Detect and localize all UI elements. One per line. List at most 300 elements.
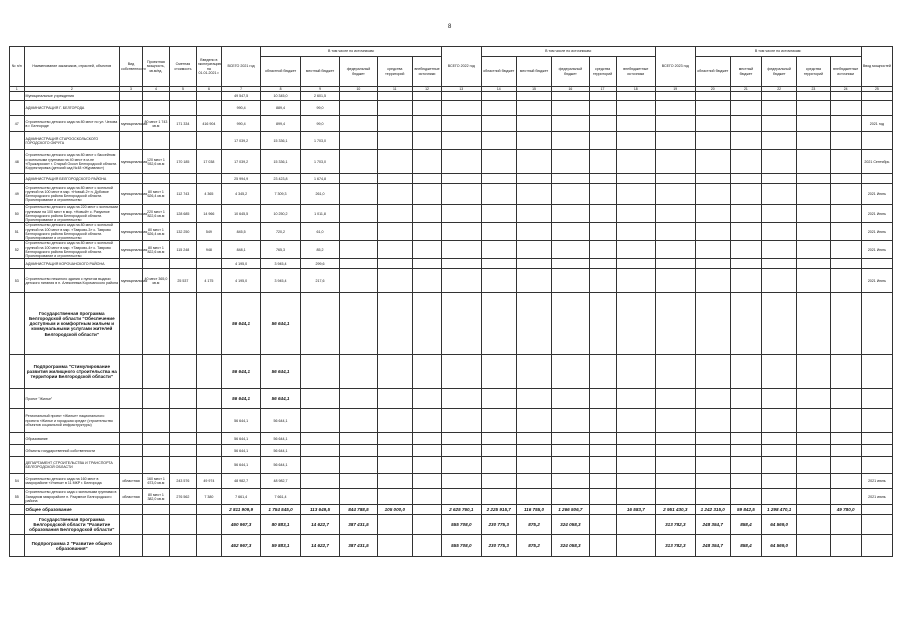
- table-cell: [861, 293, 892, 355]
- table-cell: 299,6: [300, 259, 339, 269]
- table-cell: 2021 Июнь: [861, 223, 892, 241]
- table-cell: [830, 457, 861, 474]
- table-cell: [516, 132, 551, 150]
- table-cell: 132 250: [169, 223, 196, 241]
- row-name-cell: Государственная программа Белгородской области "Развитие образования Белгородской области": [24, 515, 120, 535]
- table-cell: [797, 433, 830, 445]
- table-cell: 324 058,3: [552, 535, 589, 557]
- table-cell: [552, 355, 589, 389]
- row-name-cell: Строительство детского сада на 80 мест с бассейном и ясельными группами на 40 мест в м-не «Пушкарская» г. Старый Оскол Белгородской области. Корректировка (детский сад №48 «Журавлик»): [24, 150, 120, 174]
- table-cell: [695, 293, 730, 355]
- table-cell: 99,0: [300, 116, 339, 132]
- table-cell: [377, 489, 412, 505]
- table-cell: [442, 92, 481, 101]
- table-cell: [516, 489, 551, 505]
- table-cell: [589, 535, 616, 557]
- table-cell: [656, 293, 695, 355]
- table-cell: [695, 101, 730, 116]
- table-cell: [861, 259, 892, 269]
- table-cell: [481, 489, 516, 505]
- table-cell: [169, 433, 196, 445]
- table-cell: [300, 389, 339, 409]
- table-cell: [120, 355, 143, 389]
- table-cell: [142, 515, 169, 535]
- row-name-cell: Муниципальные учреждения: [24, 92, 120, 101]
- table-cell: [196, 259, 221, 269]
- table-cell: [830, 205, 861, 223]
- table-cell: [730, 241, 761, 259]
- table-cell: 59 883,1: [261, 535, 300, 557]
- table-cell: [377, 259, 412, 269]
- table-cell: 120 мест 1 932,6 кв.м: [142, 150, 169, 174]
- table-cell: [656, 409, 695, 433]
- page-number: 8: [448, 24, 452, 30]
- table-cell: [340, 205, 377, 223]
- table-cell: 47: [10, 116, 25, 132]
- table-cell: [616, 409, 656, 433]
- table-cell: [412, 457, 441, 474]
- table-cell: [695, 409, 730, 433]
- col-header: Наименование заказчиков, отраслей, объектов: [24, 47, 120, 87]
- table-cell: [552, 293, 589, 355]
- table-cell: [552, 433, 589, 445]
- table-cell: [481, 293, 516, 355]
- table-cell: [589, 505, 616, 515]
- row-name-cell: Объекты государственной собственности: [24, 445, 120, 457]
- table-cell: [616, 535, 656, 557]
- table-cell: 17 039,2: [221, 132, 260, 150]
- table-cell: [300, 433, 339, 445]
- table-cell: [516, 223, 551, 241]
- table-cell: [797, 535, 830, 557]
- table-cell: [656, 116, 695, 132]
- table-cell: 7 661,4: [221, 489, 260, 505]
- table-cell: [730, 489, 761, 505]
- table-cell: [656, 150, 695, 174]
- table-cell: 4 195,0: [221, 259, 260, 269]
- col-number: 3: [120, 87, 143, 92]
- table-cell: [481, 409, 516, 433]
- table-cell: [830, 293, 861, 355]
- table-cell: [481, 433, 516, 445]
- col-number: 10: [340, 87, 377, 92]
- table-cell: [730, 259, 761, 269]
- table-cell: [377, 433, 412, 445]
- table-cell: [797, 409, 830, 433]
- table-cell: [142, 293, 169, 355]
- table-cell: [762, 457, 797, 474]
- table-cell: [10, 92, 25, 101]
- table-cell: 80 мест 1 626,4 кв.м: [142, 184, 169, 205]
- col-number: 19: [656, 87, 695, 92]
- table-cell: [300, 489, 339, 505]
- table-cell: [481, 241, 516, 259]
- table-cell: [412, 116, 441, 132]
- table-cell: 1 011,8: [300, 205, 339, 223]
- table-cell: [412, 241, 441, 259]
- table-cell: 80 мест 1 822,6 кв.м: [142, 241, 169, 259]
- table-cell: [142, 389, 169, 409]
- table-cell: [481, 184, 516, 205]
- table-cell: 56 644,1: [261, 445, 300, 457]
- table-cell: [616, 489, 656, 505]
- table-cell: [120, 445, 143, 457]
- table-cell: [730, 293, 761, 355]
- table-cell: [552, 205, 589, 223]
- table-cell: [656, 259, 695, 269]
- table-cell: [730, 150, 761, 174]
- row-name-cell: Общее образование: [24, 505, 120, 515]
- table-cell: [377, 184, 412, 205]
- table-cell: [340, 92, 377, 101]
- table-cell: 555 708,0: [442, 535, 481, 557]
- table-cell: 248 354,7: [695, 535, 730, 557]
- col-number: 8: [261, 87, 300, 92]
- row-name-cell: Подпрограмма "Стимулирование развития жилищного строительства на территории Белгородской области": [24, 355, 120, 389]
- table-cell: [377, 535, 412, 557]
- col-header: областной бюджет: [261, 57, 300, 87]
- table-cell: 55: [10, 489, 25, 505]
- table-cell: [797, 101, 830, 116]
- table-cell: 56 644,1: [221, 355, 260, 389]
- table-cell: [797, 259, 830, 269]
- col-header: областной бюджет: [481, 57, 516, 87]
- table-cell: [830, 101, 861, 116]
- table-cell: [861, 535, 892, 557]
- table-cell: 80 883,1: [261, 515, 300, 535]
- table-cell: [616, 150, 656, 174]
- table-cell: 276 562: [169, 489, 196, 505]
- table-cell: [861, 409, 892, 433]
- table-cell: [656, 445, 695, 457]
- table-row: [10, 445, 893, 457]
- table-cell: 2021 Июнь: [861, 269, 892, 293]
- table-cell: 875,2: [516, 535, 551, 557]
- table-cell: [516, 174, 551, 184]
- col-header: областной бюджет: [695, 57, 730, 87]
- table-cell: [552, 223, 589, 241]
- table-cell: [442, 101, 481, 116]
- table-cell: 7 309,3: [261, 184, 300, 205]
- table-cell: 128 685: [169, 205, 196, 223]
- table-cell: 848,1: [221, 241, 260, 259]
- table-cell: [340, 445, 377, 457]
- table-cell: 858,4: [730, 535, 761, 557]
- table-cell: 116 755,0: [516, 505, 551, 515]
- table-cell: [516, 116, 551, 132]
- table-cell: [516, 293, 551, 355]
- table-cell: 875,2: [516, 515, 551, 535]
- col-number: 1: [10, 87, 25, 92]
- table-row: [10, 174, 893, 184]
- table-row: [10, 409, 893, 433]
- table-cell: 113 649,5: [300, 505, 339, 515]
- table-cell: [861, 101, 892, 116]
- table-cell: [142, 505, 169, 515]
- table-row: [10, 241, 893, 259]
- table-cell: 48 982,7: [221, 474, 260, 489]
- table-cell: 555 708,0: [442, 515, 481, 535]
- table-cell: 49 547,5: [221, 92, 260, 101]
- table-cell: [516, 445, 551, 457]
- table-cell: [616, 174, 656, 184]
- table-cell: [120, 409, 143, 433]
- table-cell: [196, 505, 221, 515]
- table-cell: [797, 457, 830, 474]
- table-cell: 248 354,7: [695, 515, 730, 535]
- table-cell: [412, 409, 441, 433]
- table-cell: 460 967,3: [221, 515, 260, 535]
- col-number: 5: [169, 87, 196, 92]
- table-cell: [589, 457, 616, 474]
- table-row: [10, 205, 893, 223]
- table-cell: [340, 150, 377, 174]
- table-cell: [830, 241, 861, 259]
- table-cell: [169, 389, 196, 409]
- row-name-cell: АДМИНИСТРАЦИЯ КОРОЧАНСКОГО РАЙОНА: [24, 259, 120, 269]
- table-cell: [589, 184, 616, 205]
- table-cell: [120, 389, 143, 409]
- table-cell: [442, 223, 481, 241]
- table-cell: [481, 150, 516, 174]
- table-cell: [762, 355, 797, 389]
- table-cell: [412, 505, 441, 515]
- table-cell: [830, 489, 861, 505]
- table-cell: [730, 205, 761, 223]
- table-cell: [340, 433, 377, 445]
- table-cell: 64 569,0: [762, 515, 797, 535]
- table-cell: [377, 409, 412, 433]
- table-cell: [861, 515, 892, 535]
- table-cell: [730, 101, 761, 116]
- col-number: 17: [589, 87, 616, 92]
- table-cell: [412, 293, 441, 355]
- table-cell: [442, 474, 481, 489]
- table-cell: [169, 174, 196, 184]
- table-cell: 2021 Июнь: [861, 184, 892, 205]
- table-cell: [516, 241, 551, 259]
- table-cell: 2 225 915,7: [481, 505, 516, 515]
- table-cell: [762, 269, 797, 293]
- table-cell: [695, 457, 730, 474]
- col-header: местный бюджет: [516, 57, 551, 87]
- col-number: 11: [377, 87, 412, 92]
- table-cell: 49: [10, 184, 25, 205]
- row-name-cell: ДЕПАРТАМЕНТ СТРОИТЕЛЬСТВА И ТРАНСПОРТА БЕЛГОРОДСКОЙ ОБЛАСТИ: [24, 457, 120, 474]
- col-header: местный бюджет: [730, 57, 761, 87]
- table-cell: [656, 174, 695, 184]
- col-header: внебюджетные источники: [830, 57, 861, 87]
- row-name-cell: Региональный проект «Жилье» национального проекта «Жилье и городская среда» (строительство объектов социальной инфраструктуры): [24, 409, 120, 433]
- table-cell: [656, 355, 695, 389]
- table-cell: 10 250,2: [261, 205, 300, 223]
- col-header: средства территорий: [797, 57, 830, 87]
- table-cell: 990,4: [221, 101, 260, 116]
- table-cell: [695, 116, 730, 132]
- table-cell: [442, 184, 481, 205]
- table-cell: [442, 457, 481, 474]
- table-cell: [730, 132, 761, 150]
- table-cell: [552, 150, 589, 174]
- table-cell: [442, 174, 481, 184]
- table-cell: [552, 174, 589, 184]
- table-cell: [442, 433, 481, 445]
- table-cell: 25 537: [169, 269, 196, 293]
- table-cell: [377, 445, 412, 457]
- table-cell: [481, 205, 516, 223]
- table-cell: [616, 205, 656, 223]
- col-number: 16: [552, 87, 589, 92]
- table-cell: [481, 116, 516, 132]
- table-cell: 1 703,0: [300, 132, 339, 150]
- table-cell: [797, 474, 830, 489]
- table-cell: [830, 174, 861, 184]
- table-cell: [830, 116, 861, 132]
- col-number: 18: [616, 87, 656, 92]
- table-cell: муниципальная: [120, 184, 143, 205]
- table-cell: 14 966: [196, 205, 221, 223]
- table-cell: [481, 92, 516, 101]
- table-cell: [656, 474, 695, 489]
- table-cell: [730, 355, 761, 389]
- table-cell: [762, 241, 797, 259]
- col-header: Вид собственности: [120, 47, 143, 87]
- table-cell: [169, 409, 196, 433]
- table-cell: [762, 205, 797, 223]
- table-cell: [300, 474, 339, 489]
- table-cell: [552, 389, 589, 409]
- table-cell: [797, 116, 830, 132]
- table-cell: [830, 150, 861, 174]
- table-cell: [196, 293, 221, 355]
- table-cell: [196, 445, 221, 457]
- table-cell: [797, 132, 830, 150]
- table-cell: [552, 92, 589, 101]
- table-cell: [797, 293, 830, 355]
- col-number: 21: [730, 87, 761, 92]
- group-header-2022: В том числе по источникам:: [481, 47, 656, 57]
- row-name-cell: Строительство детского сада с ясельными группами в Западном микрорайоне п. Разумное Белгородского района: [24, 489, 120, 505]
- table-cell: [120, 293, 143, 355]
- table-cell: [377, 150, 412, 174]
- table-cell: [695, 92, 730, 101]
- col-header: местный бюджет: [300, 57, 339, 87]
- table-cell: [169, 101, 196, 116]
- table-cell: [616, 116, 656, 132]
- table-cell: 4 175: [196, 269, 221, 293]
- table-cell: [730, 409, 761, 433]
- table-cell: [616, 184, 656, 205]
- table-cell: [656, 223, 695, 241]
- table-cell: 1 266 506,7: [552, 505, 589, 515]
- table-cell: [616, 223, 656, 241]
- table-cell: [10, 445, 25, 457]
- table-cell: [412, 259, 441, 269]
- table-cell: [589, 259, 616, 269]
- table-cell: [377, 223, 412, 241]
- table-cell: 54: [10, 474, 25, 489]
- table-cell: [730, 116, 761, 132]
- col-header: федеральный бюджет: [340, 57, 377, 87]
- table-cell: [762, 174, 797, 184]
- table-cell: 99,0: [300, 101, 339, 116]
- table-cell: 14 622,7: [300, 515, 339, 535]
- table-cell: [797, 269, 830, 293]
- table-cell: [120, 101, 143, 116]
- table-cell: 2 601,5: [300, 92, 339, 101]
- table-cell: [552, 132, 589, 150]
- table-cell: [196, 433, 221, 445]
- table-cell: [340, 489, 377, 505]
- table-cell: [10, 433, 25, 445]
- table-cell: [797, 223, 830, 241]
- row-name-cell: АДМИНИСТРАЦИЯ БЕЛГОРОДСКОГО РАЙОНА: [24, 174, 120, 184]
- table-cell: [762, 389, 797, 409]
- table-cell: 59 842,5: [730, 505, 761, 515]
- row-name-cell: АДМИНИСТРАЦИЯ СТАРООСКОЛЬСКОГО ГОРОДСКОГО ОКРУГА: [24, 132, 120, 150]
- table-cell: [656, 389, 695, 409]
- table-cell: [762, 223, 797, 241]
- table-cell: 170 185: [169, 150, 196, 174]
- table-cell: [10, 174, 25, 184]
- table-row: [10, 505, 893, 515]
- group-header-2023: В том числе по источникам:: [695, 47, 861, 57]
- table-cell: [616, 445, 656, 457]
- table-cell: [695, 355, 730, 389]
- table-cell: [861, 445, 892, 457]
- table-cell: [762, 150, 797, 174]
- table-cell: [695, 433, 730, 445]
- table-row: [10, 150, 893, 174]
- table-cell: [442, 205, 481, 223]
- table-cell: [797, 184, 830, 205]
- table-cell: [377, 174, 412, 184]
- table-cell: 1 298 470,1: [762, 505, 797, 515]
- table-cell: [412, 269, 441, 293]
- table-cell: [695, 241, 730, 259]
- table-cell: [340, 474, 377, 489]
- table-cell: [340, 101, 377, 116]
- table-cell: [516, 259, 551, 269]
- table-cell: 261,0: [300, 184, 339, 205]
- table-cell: [762, 259, 797, 269]
- table-cell: [589, 150, 616, 174]
- table-cell: [412, 445, 441, 457]
- table-cell: [797, 445, 830, 457]
- table-cell: [442, 150, 481, 174]
- table-cell: [442, 409, 481, 433]
- table-cell: [10, 293, 25, 355]
- table-cell: [830, 92, 861, 101]
- col-header: Ввод мощностей: [861, 47, 892, 87]
- table-cell: [589, 445, 616, 457]
- table-cell: [142, 445, 169, 457]
- table-cell: [10, 132, 25, 150]
- col-number: 4: [142, 87, 169, 92]
- table-cell: [616, 389, 656, 409]
- table-cell: [377, 132, 412, 150]
- col-number: 15: [516, 87, 551, 92]
- table-cell: [616, 433, 656, 445]
- col-header: ВСЕГО 2021 год: [221, 47, 260, 87]
- table-cell: 2021 Июнь: [861, 205, 892, 223]
- col-number: 14: [481, 87, 516, 92]
- table-row: [10, 389, 893, 409]
- table-cell: [552, 184, 589, 205]
- table-cell: [300, 409, 339, 433]
- table-cell: [169, 445, 196, 457]
- table-cell: [552, 445, 589, 457]
